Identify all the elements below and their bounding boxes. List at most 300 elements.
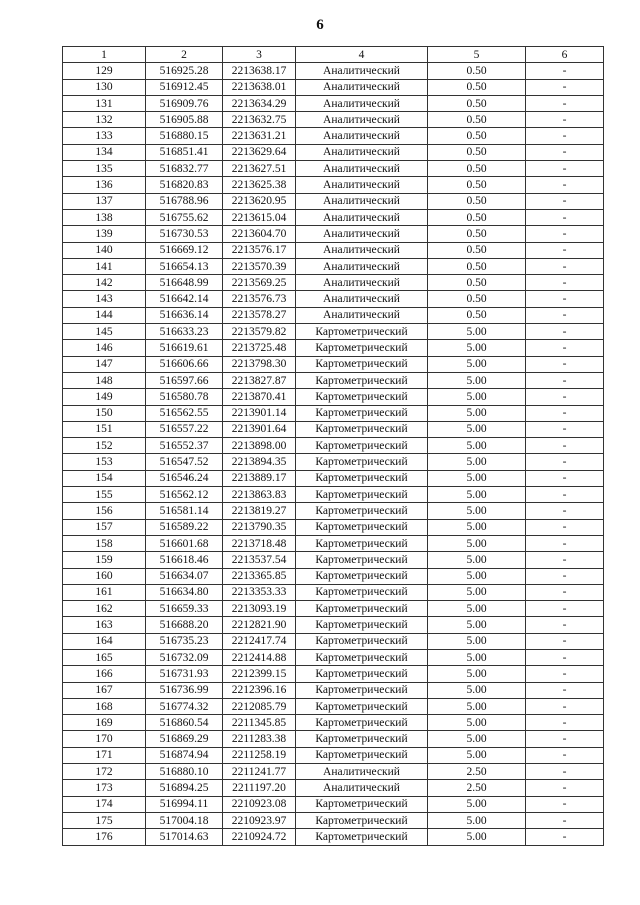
x-coordinate-cell: 516732.09	[146, 649, 223, 665]
method-cell: Картометрический	[296, 747, 428, 763]
y-coordinate-cell: 2213894.35	[223, 454, 296, 470]
column-header-5: 5	[428, 47, 526, 63]
note-cell: -	[526, 568, 604, 584]
point-number-cell: 160	[63, 568, 146, 584]
accuracy-cell: 0.50	[428, 307, 526, 323]
method-cell: Аналитический	[296, 95, 428, 111]
point-number-cell: 167	[63, 682, 146, 698]
table-row	[63, 666, 604, 682]
table-row	[63, 519, 604, 535]
y-coordinate-cell: 2213365.85	[223, 568, 296, 584]
method-cell: Картометрический	[296, 405, 428, 421]
note-cell: -	[526, 731, 604, 747]
x-coordinate-cell: 516562.55	[146, 405, 223, 421]
accuracy-cell: 0.50	[428, 242, 526, 258]
table-row	[63, 601, 604, 617]
point-number-cell: 172	[63, 764, 146, 780]
method-cell: Аналитический	[296, 161, 428, 177]
note-cell: -	[526, 193, 604, 209]
y-coordinate-cell: 2211197.20	[223, 780, 296, 796]
point-number-cell: 145	[63, 324, 146, 340]
note-cell: -	[526, 209, 604, 225]
method-cell: Картометрический	[296, 715, 428, 731]
point-number-cell: 146	[63, 340, 146, 356]
note-cell: -	[526, 438, 604, 454]
y-coordinate-cell: 2213638.17	[223, 63, 296, 79]
x-coordinate-cell: 516735.23	[146, 633, 223, 649]
method-cell: Аналитический	[296, 307, 428, 323]
note-cell: -	[526, 95, 604, 111]
x-coordinate-cell: 516905.88	[146, 112, 223, 128]
point-number-cell: 164	[63, 633, 146, 649]
x-coordinate-cell: 516634.80	[146, 584, 223, 600]
note-cell: -	[526, 63, 604, 79]
method-cell: Картометрический	[296, 829, 428, 845]
accuracy-cell: 5.00	[428, 731, 526, 747]
point-number-cell: 137	[63, 193, 146, 209]
x-coordinate-cell: 516851.41	[146, 144, 223, 160]
x-coordinate-cell: 516755.62	[146, 209, 223, 225]
method-cell: Картометрический	[296, 633, 428, 649]
y-coordinate-cell: 2211241.77	[223, 764, 296, 780]
method-cell: Картометрический	[296, 356, 428, 372]
method-cell: Картометрический	[296, 731, 428, 747]
point-number-cell: 136	[63, 177, 146, 193]
note-cell: -	[526, 144, 604, 160]
accuracy-cell: 5.00	[428, 503, 526, 519]
y-coordinate-cell: 2213576.17	[223, 242, 296, 258]
method-cell: Аналитический	[296, 291, 428, 307]
coordinates-table	[62, 46, 604, 846]
x-coordinate-cell: 517014.63	[146, 829, 223, 845]
accuracy-cell: 0.50	[428, 177, 526, 193]
note-cell: -	[526, 307, 604, 323]
y-coordinate-cell: 2211258.19	[223, 747, 296, 763]
x-coordinate-cell: 516633.23	[146, 324, 223, 340]
x-coordinate-cell: 516659.33	[146, 601, 223, 617]
method-cell: Картометрический	[296, 421, 428, 437]
note-cell: -	[526, 291, 604, 307]
y-coordinate-cell: 2213718.48	[223, 535, 296, 551]
x-coordinate-cell: 516557.22	[146, 421, 223, 437]
point-number-cell: 155	[63, 487, 146, 503]
point-number-cell: 148	[63, 372, 146, 388]
accuracy-cell: 5.00	[428, 470, 526, 486]
y-coordinate-cell: 2213870.41	[223, 389, 296, 405]
table-row	[63, 715, 604, 731]
note-cell: -	[526, 242, 604, 258]
y-coordinate-cell: 2213827.87	[223, 372, 296, 388]
note-cell: -	[526, 747, 604, 763]
accuracy-cell: 5.00	[428, 324, 526, 340]
header-row	[63, 47, 604, 63]
point-number-cell: 151	[63, 421, 146, 437]
x-coordinate-cell: 516788.96	[146, 193, 223, 209]
accuracy-cell: 0.50	[428, 275, 526, 291]
method-cell: Картометрический	[296, 552, 428, 568]
y-coordinate-cell: 2213578.27	[223, 307, 296, 323]
method-cell: Аналитический	[296, 63, 428, 79]
y-coordinate-cell: 2213898.00	[223, 438, 296, 454]
point-number-cell: 139	[63, 226, 146, 242]
y-coordinate-cell: 2213576.73	[223, 291, 296, 307]
point-number-cell: 166	[63, 666, 146, 682]
y-coordinate-cell: 2212085.79	[223, 698, 296, 714]
y-coordinate-cell: 2213629.64	[223, 144, 296, 160]
y-coordinate-cell: 2213638.01	[223, 79, 296, 95]
column-header-3: 3	[223, 47, 296, 63]
table-row	[63, 307, 604, 323]
accuracy-cell: 5.00	[428, 340, 526, 356]
point-number-cell: 135	[63, 161, 146, 177]
method-cell: Картометрический	[296, 340, 428, 356]
table-row	[63, 63, 604, 79]
point-number-cell: 165	[63, 649, 146, 665]
note-cell: -	[526, 324, 604, 340]
accuracy-cell: 5.00	[428, 829, 526, 845]
x-coordinate-cell: 516580.78	[146, 389, 223, 405]
accuracy-cell: 5.00	[428, 601, 526, 617]
point-number-cell: 161	[63, 584, 146, 600]
x-coordinate-cell: 516994.11	[146, 796, 223, 812]
x-coordinate-cell: 516912.45	[146, 79, 223, 95]
point-number-cell: 156	[63, 503, 146, 519]
x-coordinate-cell: 516552.37	[146, 438, 223, 454]
x-coordinate-cell: 516636.14	[146, 307, 223, 323]
accuracy-cell: 0.50	[428, 112, 526, 128]
x-coordinate-cell: 516688.20	[146, 617, 223, 633]
table-row	[63, 698, 604, 714]
table-row	[63, 682, 604, 698]
page-number: 6	[316, 17, 324, 33]
y-coordinate-cell: 2213627.51	[223, 161, 296, 177]
note-cell: -	[526, 161, 604, 177]
table-row	[63, 503, 604, 519]
table-row	[63, 177, 604, 193]
table-body	[63, 63, 604, 845]
accuracy-cell: 5.00	[428, 405, 526, 421]
table-row	[63, 796, 604, 812]
table-row	[63, 389, 604, 405]
table-row	[63, 438, 604, 454]
x-coordinate-cell: 517004.18	[146, 812, 223, 828]
note-cell: -	[526, 405, 604, 421]
x-coordinate-cell: 516581.14	[146, 503, 223, 519]
method-cell: Аналитический	[296, 780, 428, 796]
y-coordinate-cell: 2212821.90	[223, 617, 296, 633]
x-coordinate-cell: 516909.76	[146, 95, 223, 111]
table-row	[63, 747, 604, 763]
accuracy-cell: 5.00	[428, 421, 526, 437]
accuracy-cell: 5.00	[428, 617, 526, 633]
table-row	[63, 812, 604, 828]
accuracy-cell: 5.00	[428, 698, 526, 714]
accuracy-cell: 5.00	[428, 796, 526, 812]
accuracy-cell: 5.00	[428, 747, 526, 763]
x-coordinate-cell: 516642.14	[146, 291, 223, 307]
x-coordinate-cell: 516562.12	[146, 487, 223, 503]
table-row	[63, 487, 604, 503]
accuracy-cell: 5.00	[428, 715, 526, 731]
x-coordinate-cell: 516925.28	[146, 63, 223, 79]
point-number-cell: 133	[63, 128, 146, 144]
note-cell: -	[526, 177, 604, 193]
accuracy-cell: 5.00	[428, 633, 526, 649]
y-coordinate-cell: 2213537.54	[223, 552, 296, 568]
x-coordinate-cell: 516730.53	[146, 226, 223, 242]
column-header-1: 1	[63, 47, 146, 63]
method-cell: Аналитический	[296, 275, 428, 291]
table-row	[63, 649, 604, 665]
y-coordinate-cell: 2213901.14	[223, 405, 296, 421]
x-coordinate-cell: 516880.10	[146, 764, 223, 780]
point-number-cell: 140	[63, 242, 146, 258]
x-coordinate-cell: 516860.54	[146, 715, 223, 731]
point-number-cell: 153	[63, 454, 146, 470]
y-coordinate-cell: 2213631.21	[223, 128, 296, 144]
y-coordinate-cell: 2210923.08	[223, 796, 296, 812]
y-coordinate-cell: 2213569.25	[223, 275, 296, 291]
y-coordinate-cell: 2212414.88	[223, 649, 296, 665]
point-number-cell: 173	[63, 780, 146, 796]
note-cell: -	[526, 454, 604, 470]
accuracy-cell: 0.50	[428, 161, 526, 177]
accuracy-cell: 0.50	[428, 144, 526, 160]
table-row	[63, 568, 604, 584]
method-cell: Аналитический	[296, 112, 428, 128]
point-number-cell: 171	[63, 747, 146, 763]
x-coordinate-cell: 516669.12	[146, 242, 223, 258]
table-row	[63, 291, 604, 307]
point-number-cell: 138	[63, 209, 146, 225]
y-coordinate-cell: 2213798.30	[223, 356, 296, 372]
method-cell: Аналитический	[296, 258, 428, 274]
table-row	[63, 193, 604, 209]
accuracy-cell: 5.00	[428, 487, 526, 503]
x-coordinate-cell: 516634.07	[146, 568, 223, 584]
table-row	[63, 535, 604, 551]
x-coordinate-cell: 516736.99	[146, 682, 223, 698]
accuracy-cell: 5.00	[428, 372, 526, 388]
method-cell: Аналитический	[296, 79, 428, 95]
point-number-cell: 134	[63, 144, 146, 160]
note-cell: -	[526, 503, 604, 519]
note-cell: -	[526, 112, 604, 128]
method-cell: Аналитический	[296, 242, 428, 258]
table-row	[63, 372, 604, 388]
table-row	[63, 405, 604, 421]
accuracy-cell: 5.00	[428, 649, 526, 665]
method-cell: Картометрический	[296, 503, 428, 519]
y-coordinate-cell: 2213353.33	[223, 584, 296, 600]
note-cell: -	[526, 812, 604, 828]
method-cell: Аналитический	[296, 209, 428, 225]
x-coordinate-cell: 516880.15	[146, 128, 223, 144]
note-cell: -	[526, 666, 604, 682]
accuracy-cell: 0.50	[428, 209, 526, 225]
y-coordinate-cell: 2213632.75	[223, 112, 296, 128]
note-cell: -	[526, 584, 604, 600]
table-row	[63, 633, 604, 649]
x-coordinate-cell: 516869.29	[146, 731, 223, 747]
method-cell: Картометрический	[296, 487, 428, 503]
note-cell: -	[526, 829, 604, 845]
note-cell: -	[526, 356, 604, 372]
method-cell: Картометрический	[296, 454, 428, 470]
point-number-cell: 147	[63, 356, 146, 372]
accuracy-cell: 0.50	[428, 128, 526, 144]
point-number-cell: 132	[63, 112, 146, 128]
y-coordinate-cell: 2210923.97	[223, 812, 296, 828]
x-coordinate-cell: 516774.32	[146, 698, 223, 714]
point-number-cell: 175	[63, 812, 146, 828]
column-header-2: 2	[146, 47, 223, 63]
accuracy-cell: 0.50	[428, 95, 526, 111]
table-row	[63, 209, 604, 225]
method-cell: Аналитический	[296, 177, 428, 193]
table-row	[63, 226, 604, 242]
y-coordinate-cell: 2213901.64	[223, 421, 296, 437]
table-row	[63, 340, 604, 356]
table-row	[63, 242, 604, 258]
x-coordinate-cell: 516832.77	[146, 161, 223, 177]
method-cell: Картометрический	[296, 389, 428, 405]
x-coordinate-cell: 516597.66	[146, 372, 223, 388]
accuracy-cell: 0.50	[428, 193, 526, 209]
y-coordinate-cell: 2213819.27	[223, 503, 296, 519]
table-row	[63, 454, 604, 470]
x-coordinate-cell: 516589.22	[146, 519, 223, 535]
note-cell: -	[526, 128, 604, 144]
accuracy-cell: 5.00	[428, 519, 526, 535]
accuracy-cell: 0.50	[428, 79, 526, 95]
point-number-cell: 144	[63, 307, 146, 323]
accuracy-cell: 5.00	[428, 584, 526, 600]
table-row	[63, 584, 604, 600]
table-row	[63, 112, 604, 128]
accuracy-cell: 5.00	[428, 666, 526, 682]
y-coordinate-cell: 2210924.72	[223, 829, 296, 845]
accuracy-cell: 0.50	[428, 291, 526, 307]
x-coordinate-cell: 516546.24	[146, 470, 223, 486]
method-cell: Картометрический	[296, 470, 428, 486]
note-cell: -	[526, 535, 604, 551]
note-cell: -	[526, 275, 604, 291]
table-row	[63, 275, 604, 291]
y-coordinate-cell: 2212396.16	[223, 682, 296, 698]
table-row	[63, 258, 604, 274]
point-number-cell: 162	[63, 601, 146, 617]
method-cell: Картометрический	[296, 666, 428, 682]
table-row	[63, 95, 604, 111]
note-cell: -	[526, 79, 604, 95]
point-number-cell: 142	[63, 275, 146, 291]
point-number-cell: 131	[63, 95, 146, 111]
note-cell: -	[526, 764, 604, 780]
table-row	[63, 731, 604, 747]
y-coordinate-cell: 2213620.95	[223, 193, 296, 209]
note-cell: -	[526, 682, 604, 698]
note-cell: -	[526, 421, 604, 437]
note-cell: -	[526, 487, 604, 503]
accuracy-cell: 0.50	[428, 226, 526, 242]
point-number-cell: 141	[63, 258, 146, 274]
y-coordinate-cell: 2212399.15	[223, 666, 296, 682]
accuracy-cell: 5.00	[428, 552, 526, 568]
accuracy-cell: 5.00	[428, 438, 526, 454]
column-header-4: 4	[296, 47, 428, 63]
y-coordinate-cell: 2213093.19	[223, 601, 296, 617]
note-cell: -	[526, 552, 604, 568]
method-cell: Картометрический	[296, 535, 428, 551]
method-cell: Картометрический	[296, 649, 428, 665]
table-row	[63, 470, 604, 486]
table-row	[63, 421, 604, 437]
x-coordinate-cell: 516606.66	[146, 356, 223, 372]
y-coordinate-cell: 2211283.38	[223, 731, 296, 747]
note-cell: -	[526, 649, 604, 665]
table-row	[63, 128, 604, 144]
table-row	[63, 552, 604, 568]
point-number-cell: 154	[63, 470, 146, 486]
x-coordinate-cell: 516654.13	[146, 258, 223, 274]
note-cell: -	[526, 389, 604, 405]
point-number-cell: 152	[63, 438, 146, 454]
accuracy-cell: 0.50	[428, 63, 526, 79]
y-coordinate-cell: 2213570.39	[223, 258, 296, 274]
x-coordinate-cell: 516648.99	[146, 275, 223, 291]
y-coordinate-cell: 2213863.83	[223, 487, 296, 503]
x-coordinate-cell: 516601.68	[146, 535, 223, 551]
method-cell: Картометрический	[296, 617, 428, 633]
point-number-cell: 149	[63, 389, 146, 405]
note-cell: -	[526, 470, 604, 486]
method-cell: Картометрический	[296, 682, 428, 698]
accuracy-cell: 5.00	[428, 568, 526, 584]
accuracy-cell: 2.50	[428, 764, 526, 780]
note-cell: -	[526, 780, 604, 796]
point-number-cell: 143	[63, 291, 146, 307]
note-cell: -	[526, 226, 604, 242]
method-cell: Картометрический	[296, 324, 428, 340]
point-number-cell: 150	[63, 405, 146, 421]
accuracy-cell: 5.00	[428, 682, 526, 698]
table-row	[63, 144, 604, 160]
note-cell: -	[526, 258, 604, 274]
y-coordinate-cell: 2213604.70	[223, 226, 296, 242]
accuracy-cell: 5.00	[428, 454, 526, 470]
method-cell: Картометрический	[296, 438, 428, 454]
table-header	[63, 47, 604, 63]
x-coordinate-cell: 516619.61	[146, 340, 223, 356]
point-number-cell: 168	[63, 698, 146, 714]
method-cell: Аналитический	[296, 226, 428, 242]
x-coordinate-cell: 516894.25	[146, 780, 223, 796]
point-number-cell: 157	[63, 519, 146, 535]
note-cell: -	[526, 715, 604, 731]
point-number-cell: 163	[63, 617, 146, 633]
x-coordinate-cell: 516874.94	[146, 747, 223, 763]
note-cell: -	[526, 372, 604, 388]
point-number-cell: 169	[63, 715, 146, 731]
method-cell: Аналитический	[296, 193, 428, 209]
method-cell: Картометрический	[296, 519, 428, 535]
note-cell: -	[526, 519, 604, 535]
accuracy-cell: 2.50	[428, 780, 526, 796]
y-coordinate-cell: 2213625.38	[223, 177, 296, 193]
y-coordinate-cell: 2211345.85	[223, 715, 296, 731]
method-cell: Картометрический	[296, 372, 428, 388]
